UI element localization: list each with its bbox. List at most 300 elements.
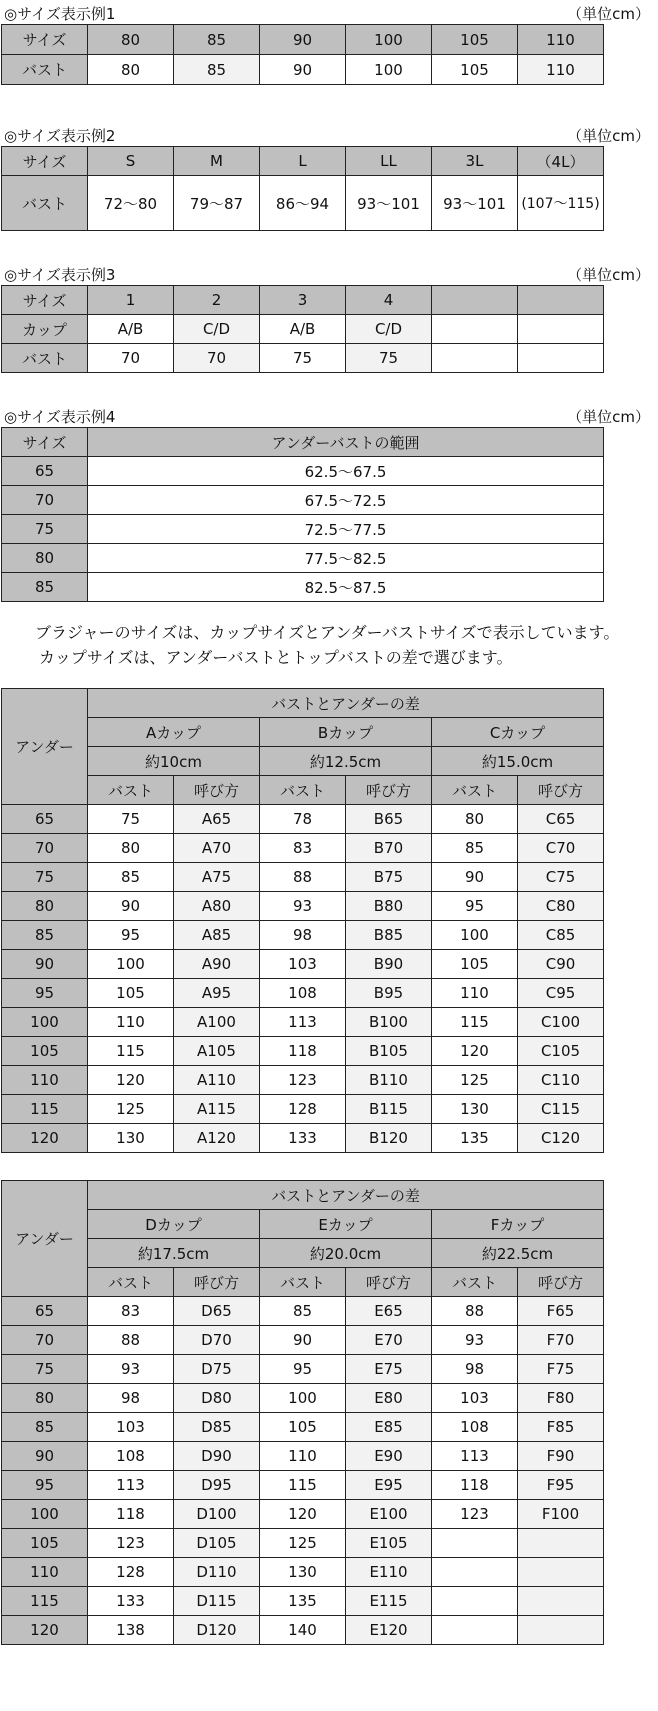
example3-unit: （単位cm） bbox=[567, 266, 650, 284]
col-range-header: アンダーバストの範囲 bbox=[88, 428, 604, 457]
designation-cell bbox=[518, 1558, 604, 1587]
table-row bbox=[2, 747, 604, 776]
size-cell: 3L bbox=[432, 147, 518, 176]
table-row bbox=[2, 1297, 604, 1326]
cup-cell: A/B bbox=[88, 315, 174, 344]
table-row bbox=[2, 573, 604, 602]
designation-cell: D75 bbox=[174, 1355, 260, 1384]
bust-cell: 88 bbox=[260, 863, 346, 892]
bust-cell: 95 bbox=[88, 921, 174, 950]
size-cell: 3 bbox=[260, 286, 346, 315]
bust-cell: 103 bbox=[432, 1384, 518, 1413]
col-name-header: 呼び方 bbox=[174, 776, 260, 805]
bust-cell: 93 bbox=[260, 892, 346, 921]
bust-cell: 93 bbox=[432, 1326, 518, 1355]
designation-cell: A70 bbox=[174, 834, 260, 863]
designation-cell: C105 bbox=[518, 1037, 604, 1066]
table-row bbox=[2, 1529, 604, 1558]
table-row bbox=[2, 1558, 604, 1587]
designation-cell: C100 bbox=[518, 1008, 604, 1037]
cup-cell: C/D bbox=[346, 315, 432, 344]
table-row bbox=[2, 718, 604, 747]
table-row bbox=[2, 1008, 604, 1037]
bust-cell: (107～115) bbox=[518, 176, 604, 231]
under-cell: 100 bbox=[2, 1008, 88, 1037]
cup-diff-header: 約22.5cm bbox=[432, 1239, 604, 1268]
cup-diff-header: 約20.0cm bbox=[260, 1239, 432, 1268]
row-label-size: サイズ bbox=[2, 147, 88, 176]
cup-name-header: Aカップ bbox=[88, 718, 260, 747]
table-row bbox=[2, 315, 604, 344]
designation-cell: B80 bbox=[346, 892, 432, 921]
bust-cell: 118 bbox=[260, 1037, 346, 1066]
bust-cell bbox=[432, 1558, 518, 1587]
bust-cell: 75 bbox=[346, 344, 432, 373]
bust-cell: 95 bbox=[432, 892, 518, 921]
bust-cell: 128 bbox=[88, 1558, 174, 1587]
col-bust-header: バスト bbox=[260, 776, 346, 805]
bust-cell: 103 bbox=[260, 950, 346, 979]
table-row bbox=[2, 1500, 604, 1529]
bust-cell: 98 bbox=[432, 1355, 518, 1384]
bust-cell: 88 bbox=[432, 1297, 518, 1326]
bust-cell: 128 bbox=[260, 1095, 346, 1124]
size-cell: S bbox=[88, 147, 174, 176]
designation-cell: A100 bbox=[174, 1008, 260, 1037]
under-cell: 70 bbox=[2, 834, 88, 863]
bust-cell: 93～101 bbox=[346, 176, 432, 231]
table-row bbox=[2, 1095, 604, 1124]
designation-cell: E120 bbox=[346, 1616, 432, 1645]
table-row bbox=[2, 1413, 604, 1442]
cup-name-header: Eカップ bbox=[260, 1210, 432, 1239]
designation-cell: A85 bbox=[174, 921, 260, 950]
cup-name-header: Bカップ bbox=[260, 718, 432, 747]
bust-cell: 90 bbox=[88, 892, 174, 921]
bust-cell: 83 bbox=[260, 834, 346, 863]
range-cell: 67.5～72.5 bbox=[88, 486, 604, 515]
under-cell: 110 bbox=[2, 1066, 88, 1095]
bust-cell: 90 bbox=[260, 55, 346, 85]
bust-cell: 100 bbox=[346, 55, 432, 85]
bust-cell: 115 bbox=[88, 1037, 174, 1066]
table-row bbox=[2, 55, 604, 85]
bust-cell: 110 bbox=[260, 1442, 346, 1471]
table-row bbox=[2, 689, 604, 718]
designation-cell: F100 bbox=[518, 1500, 604, 1529]
bust-cell: 130 bbox=[88, 1124, 174, 1153]
bust-cell: 108 bbox=[432, 1413, 518, 1442]
cup-diff-header: 約15.0cm bbox=[432, 747, 604, 776]
cup-table-abc bbox=[1, 688, 604, 1153]
table-row bbox=[2, 834, 604, 863]
designation-cell: C70 bbox=[518, 834, 604, 863]
under-cell: 65 bbox=[2, 805, 88, 834]
size-cell: 1 bbox=[88, 286, 174, 315]
bust-cell: 108 bbox=[88, 1442, 174, 1471]
bust-cell: 113 bbox=[432, 1442, 518, 1471]
bust-cell: 79～87 bbox=[174, 176, 260, 231]
under-cell: 75 bbox=[2, 1355, 88, 1384]
row-label-size: サイズ bbox=[2, 286, 88, 315]
under-cell: 65 bbox=[2, 1297, 88, 1326]
bust-cell: 90 bbox=[432, 863, 518, 892]
designation-cell: A80 bbox=[174, 892, 260, 921]
designation-cell: E95 bbox=[346, 1471, 432, 1500]
cup-cell: A/B bbox=[260, 315, 346, 344]
table-row bbox=[2, 486, 604, 515]
cup-diff-header: 約10cm bbox=[88, 747, 260, 776]
bust-cell: 105 bbox=[432, 950, 518, 979]
table-row bbox=[2, 776, 604, 805]
col-name-header: 呼び方 bbox=[518, 1268, 604, 1297]
bust-cell: 80 bbox=[88, 834, 174, 863]
row-label-bust: バスト bbox=[2, 344, 88, 373]
bust-cell: 135 bbox=[432, 1124, 518, 1153]
designation-cell: D95 bbox=[174, 1471, 260, 1500]
bust-cell: 98 bbox=[260, 921, 346, 950]
designation-cell: F65 bbox=[518, 1297, 604, 1326]
size-cell: 100 bbox=[346, 25, 432, 55]
size-cell: 65 bbox=[2, 457, 88, 486]
designation-cell: B70 bbox=[346, 834, 432, 863]
table-row bbox=[2, 457, 604, 486]
bust-cell: 100 bbox=[88, 950, 174, 979]
bust-cell: 88 bbox=[88, 1326, 174, 1355]
diff-header: バストとアンダーの差 bbox=[88, 689, 604, 718]
under-cell: 115 bbox=[2, 1095, 88, 1124]
designation-cell: D65 bbox=[174, 1297, 260, 1326]
bust-cell: 125 bbox=[260, 1529, 346, 1558]
bust-cell: 78 bbox=[260, 805, 346, 834]
bust-cell: 138 bbox=[88, 1616, 174, 1645]
table-row bbox=[2, 805, 604, 834]
bust-cell bbox=[432, 344, 518, 373]
cup-table-def bbox=[1, 1180, 604, 1645]
designation-cell: F75 bbox=[518, 1355, 604, 1384]
table-row bbox=[2, 1471, 604, 1500]
example1-unit: （単位cm） bbox=[567, 5, 650, 23]
bust-cell: 115 bbox=[432, 1008, 518, 1037]
note-line-1: ブラジャーのサイズは、カップサイズとアンダーバストサイズで表示しています。 bbox=[35, 623, 620, 642]
col-name-header: 呼び方 bbox=[346, 1268, 432, 1297]
bust-cell bbox=[518, 344, 604, 373]
example4-header bbox=[0, 403, 658, 427]
bust-cell: 108 bbox=[260, 979, 346, 1008]
bust-cell: 113 bbox=[260, 1008, 346, 1037]
bust-cell: 120 bbox=[432, 1037, 518, 1066]
row-label-bust: バスト bbox=[2, 176, 88, 231]
designation-cell: A95 bbox=[174, 979, 260, 1008]
designation-cell: C80 bbox=[518, 892, 604, 921]
designation-cell bbox=[518, 1587, 604, 1616]
bust-cell: 85 bbox=[260, 1297, 346, 1326]
bust-cell bbox=[432, 1529, 518, 1558]
table-row bbox=[2, 1210, 604, 1239]
note-line-2: カップサイズは、アンダーバストとトップバストの差で選びます。 bbox=[39, 648, 513, 667]
bust-cell: 90 bbox=[260, 1326, 346, 1355]
col-bust-header: バスト bbox=[88, 1268, 174, 1297]
designation-cell: B75 bbox=[346, 863, 432, 892]
designation-cell: B65 bbox=[346, 805, 432, 834]
under-cell: 105 bbox=[2, 1037, 88, 1066]
example2-header bbox=[0, 122, 658, 146]
table-row bbox=[2, 1587, 604, 1616]
bust-cell: 120 bbox=[88, 1066, 174, 1095]
bust-cell: 105 bbox=[260, 1413, 346, 1442]
size-cell bbox=[518, 286, 604, 315]
bust-cell: 133 bbox=[88, 1587, 174, 1616]
col-bust-header: バスト bbox=[260, 1268, 346, 1297]
bust-cell: 118 bbox=[88, 1500, 174, 1529]
designation-cell: A75 bbox=[174, 863, 260, 892]
designation-cell: F90 bbox=[518, 1442, 604, 1471]
designation-cell: F70 bbox=[518, 1326, 604, 1355]
table-row bbox=[2, 1181, 604, 1210]
range-cell: 82.5～87.5 bbox=[88, 573, 604, 602]
under-cell: 90 bbox=[2, 1442, 88, 1471]
designation-cell: C75 bbox=[518, 863, 604, 892]
bust-cell: 110 bbox=[88, 1008, 174, 1037]
bust-cell: 118 bbox=[432, 1471, 518, 1500]
designation-cell: B110 bbox=[346, 1066, 432, 1095]
example2-table bbox=[1, 146, 604, 231]
table-row bbox=[2, 921, 604, 950]
under-header: アンダー bbox=[2, 689, 88, 805]
under-header: アンダー bbox=[2, 1181, 88, 1297]
under-cell: 85 bbox=[2, 921, 88, 950]
size-cell: M bbox=[174, 147, 260, 176]
bust-cell: 83 bbox=[88, 1297, 174, 1326]
cup-cell bbox=[432, 315, 518, 344]
size-cell: 110 bbox=[518, 25, 604, 55]
designation-cell: F85 bbox=[518, 1413, 604, 1442]
bust-cell: 85 bbox=[174, 55, 260, 85]
size-cell: 90 bbox=[260, 25, 346, 55]
example4-unit: （単位cm） bbox=[567, 408, 650, 426]
table-row bbox=[2, 1616, 604, 1645]
cup-name-header: Cカップ bbox=[432, 718, 604, 747]
under-cell: 75 bbox=[2, 863, 88, 892]
bust-cell: 115 bbox=[260, 1471, 346, 1500]
diff-header: バストとアンダーの差 bbox=[88, 1181, 604, 1210]
designation-cell: B95 bbox=[346, 979, 432, 1008]
designation-cell: C95 bbox=[518, 979, 604, 1008]
bust-cell: 75 bbox=[260, 344, 346, 373]
table-row bbox=[2, 1124, 604, 1153]
under-cell: 105 bbox=[2, 1529, 88, 1558]
col-name-header: 呼び方 bbox=[518, 776, 604, 805]
table-row bbox=[2, 1239, 604, 1268]
table-row bbox=[2, 25, 604, 55]
designation-cell: D70 bbox=[174, 1326, 260, 1355]
table-row bbox=[2, 147, 604, 176]
designation-cell: E105 bbox=[346, 1529, 432, 1558]
example4-title: ◎サイズ表示例4 bbox=[4, 408, 116, 426]
bust-cell: 93 bbox=[88, 1355, 174, 1384]
bust-cell: 80 bbox=[88, 55, 174, 85]
bust-cell: 100 bbox=[260, 1384, 346, 1413]
under-cell: 95 bbox=[2, 1471, 88, 1500]
bust-cell: 86～94 bbox=[260, 176, 346, 231]
example3-title: ◎サイズ表示例3 bbox=[4, 266, 116, 284]
range-cell: 62.5～67.5 bbox=[88, 457, 604, 486]
bust-cell: 75 bbox=[88, 805, 174, 834]
bust-cell: 103 bbox=[88, 1413, 174, 1442]
designation-cell: C65 bbox=[518, 805, 604, 834]
designation-cell: B85 bbox=[346, 921, 432, 950]
under-cell: 85 bbox=[2, 1413, 88, 1442]
col-name-header: 呼び方 bbox=[174, 1268, 260, 1297]
size-cell: 80 bbox=[2, 544, 88, 573]
designation-cell: C115 bbox=[518, 1095, 604, 1124]
designation-cell: C110 bbox=[518, 1066, 604, 1095]
col-size-header: サイズ bbox=[2, 428, 88, 457]
table-row bbox=[2, 176, 604, 231]
table-row bbox=[2, 344, 604, 373]
bust-cell: 70 bbox=[88, 344, 174, 373]
row-label-bust: バスト bbox=[2, 55, 88, 85]
table-row bbox=[2, 428, 604, 457]
table-row bbox=[2, 1355, 604, 1384]
bust-cell: 110 bbox=[518, 55, 604, 85]
size-cell: 75 bbox=[2, 515, 88, 544]
row-label-cup: カップ bbox=[2, 315, 88, 344]
size-cell: 2 bbox=[174, 286, 260, 315]
under-cell: 80 bbox=[2, 1384, 88, 1413]
under-cell: 80 bbox=[2, 892, 88, 921]
under-cell: 100 bbox=[2, 1500, 88, 1529]
table-row bbox=[2, 950, 604, 979]
designation-cell: B105 bbox=[346, 1037, 432, 1066]
size-cell: 70 bbox=[2, 486, 88, 515]
designation-cell: D105 bbox=[174, 1529, 260, 1558]
table-row bbox=[2, 1268, 604, 1297]
cup-name-header: Fカップ bbox=[432, 1210, 604, 1239]
under-cell: 115 bbox=[2, 1587, 88, 1616]
designation-cell: E100 bbox=[346, 1500, 432, 1529]
size-cell: 85 bbox=[2, 573, 88, 602]
designation-cell: E70 bbox=[346, 1326, 432, 1355]
size-cell: 4 bbox=[346, 286, 432, 315]
table-row bbox=[2, 1066, 604, 1095]
designation-cell: D85 bbox=[174, 1413, 260, 1442]
bust-cell: 120 bbox=[260, 1500, 346, 1529]
bust-cell: 105 bbox=[432, 55, 518, 85]
designation-cell: E115 bbox=[346, 1587, 432, 1616]
designation-cell: A65 bbox=[174, 805, 260, 834]
bust-cell: 123 bbox=[432, 1500, 518, 1529]
designation-cell: D110 bbox=[174, 1558, 260, 1587]
cup-diff-header: 約17.5cm bbox=[88, 1239, 260, 1268]
cup-diff-header: 約12.5cm bbox=[260, 747, 432, 776]
col-bust-header: バスト bbox=[88, 776, 174, 805]
table-row bbox=[2, 544, 604, 573]
designation-cell: A90 bbox=[174, 950, 260, 979]
designation-cell: D90 bbox=[174, 1442, 260, 1471]
bust-cell: 98 bbox=[88, 1384, 174, 1413]
size-cell: LL bbox=[346, 147, 432, 176]
bust-cell: 93～101 bbox=[432, 176, 518, 231]
size-cell: L bbox=[260, 147, 346, 176]
designation-cell bbox=[518, 1529, 604, 1558]
range-cell: 72.5～77.5 bbox=[88, 515, 604, 544]
bust-cell: 85 bbox=[432, 834, 518, 863]
bust-cell: 105 bbox=[88, 979, 174, 1008]
size-cell bbox=[432, 286, 518, 315]
bust-cell: 140 bbox=[260, 1616, 346, 1645]
col-bust-header: バスト bbox=[432, 1268, 518, 1297]
bust-cell: 135 bbox=[260, 1587, 346, 1616]
designation-cell: B90 bbox=[346, 950, 432, 979]
bust-cell: 123 bbox=[260, 1066, 346, 1095]
bust-cell: 100 bbox=[432, 921, 518, 950]
bust-cell: 133 bbox=[260, 1124, 346, 1153]
designation-cell: B115 bbox=[346, 1095, 432, 1124]
example2-unit: （単位cm） bbox=[567, 127, 650, 145]
designation-cell: E65 bbox=[346, 1297, 432, 1326]
designation-cell: E85 bbox=[346, 1413, 432, 1442]
designation-cell: D100 bbox=[174, 1500, 260, 1529]
size-cell: 105 bbox=[432, 25, 518, 55]
designation-cell: E75 bbox=[346, 1355, 432, 1384]
bust-cell: 113 bbox=[88, 1471, 174, 1500]
under-cell: 120 bbox=[2, 1124, 88, 1153]
row-label-size: サイズ bbox=[2, 25, 88, 55]
example4-table bbox=[1, 427, 604, 602]
designation-cell bbox=[518, 1616, 604, 1645]
col-name-header: 呼び方 bbox=[346, 776, 432, 805]
table-row bbox=[2, 286, 604, 315]
designation-cell: D80 bbox=[174, 1384, 260, 1413]
bust-cell: 80 bbox=[432, 805, 518, 834]
bust-cell: 125 bbox=[88, 1095, 174, 1124]
table-row bbox=[2, 979, 604, 1008]
under-cell: 110 bbox=[2, 1558, 88, 1587]
under-cell: 90 bbox=[2, 950, 88, 979]
designation-cell: B120 bbox=[346, 1124, 432, 1153]
designation-cell: C85 bbox=[518, 921, 604, 950]
bust-cell: 72～80 bbox=[88, 176, 174, 231]
col-bust-header: バスト bbox=[432, 776, 518, 805]
under-cell: 120 bbox=[2, 1616, 88, 1645]
designation-cell: F95 bbox=[518, 1471, 604, 1500]
bust-cell bbox=[432, 1587, 518, 1616]
bust-cell: 85 bbox=[88, 863, 174, 892]
table-row bbox=[2, 1384, 604, 1413]
table-row bbox=[2, 1442, 604, 1471]
example1-table bbox=[1, 24, 604, 85]
bust-cell: 125 bbox=[432, 1066, 518, 1095]
bust-cell: 70 bbox=[174, 344, 260, 373]
size-cell: （4L） bbox=[518, 147, 604, 176]
table-row bbox=[2, 863, 604, 892]
designation-cell: A115 bbox=[174, 1095, 260, 1124]
cup-cell bbox=[518, 315, 604, 344]
cup-cell: C/D bbox=[174, 315, 260, 344]
designation-cell: A120 bbox=[174, 1124, 260, 1153]
designation-cell: E90 bbox=[346, 1442, 432, 1471]
designation-cell: C90 bbox=[518, 950, 604, 979]
example1-title: ◎サイズ表示例1 bbox=[4, 5, 116, 23]
designation-cell: D120 bbox=[174, 1616, 260, 1645]
designation-cell: E110 bbox=[346, 1558, 432, 1587]
bust-cell: 110 bbox=[432, 979, 518, 1008]
table-row bbox=[2, 515, 604, 544]
designation-cell: A110 bbox=[174, 1066, 260, 1095]
designation-cell: A105 bbox=[174, 1037, 260, 1066]
cup-name-header: Dカップ bbox=[88, 1210, 260, 1239]
